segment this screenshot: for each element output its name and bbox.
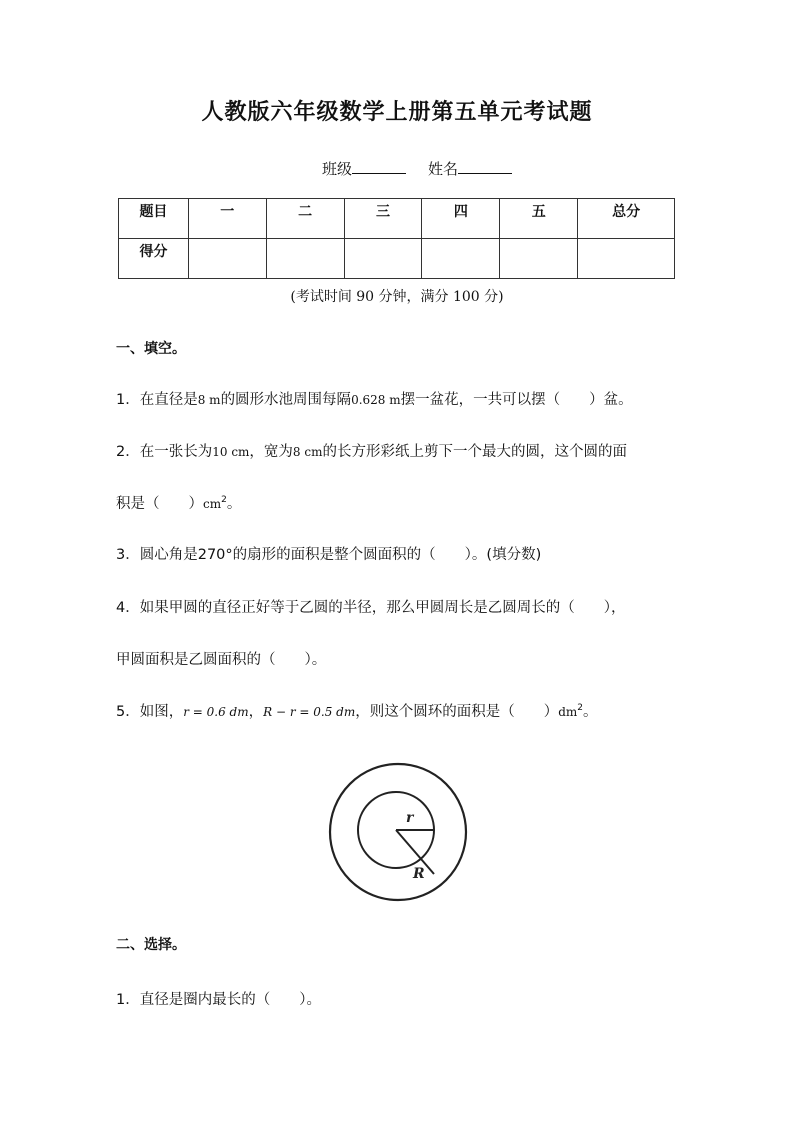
exam-note: (考试时间 90 分钟，满分 100 分)	[290, 289, 504, 305]
header-cell: 五	[500, 199, 578, 239]
question-1-4-cont: 甲圆面积是乙圆面积的（ ）。	[116, 652, 327, 668]
label-R: R	[413, 866, 425, 882]
name-blank[interactable]	[458, 159, 512, 174]
header-cell: 二	[266, 199, 344, 239]
name-label: 姓名	[428, 160, 459, 178]
score-cell[interactable]	[422, 239, 500, 279]
header-cell: 题目	[119, 199, 189, 239]
student-info	[322, 158, 512, 179]
question-2-1: 1．直径是圈内最长的（ ）。	[116, 992, 321, 1008]
header-cell: 总分	[578, 199, 675, 239]
label-r: r	[406, 810, 414, 826]
question-1-2: 2．在一张长为10 cm，宽为8 cm的长方形彩纸上剪下一个最大的圆，这个圆的面	[116, 444, 627, 460]
section-2-title: 二、选择。	[116, 937, 186, 953]
score-cell[interactable]	[578, 239, 675, 279]
score-table-score-row	[119, 239, 675, 279]
score-cell[interactable]	[266, 239, 344, 279]
header-cell: 一	[188, 199, 266, 239]
class-blank[interactable]	[352, 159, 406, 174]
question-1-5: 5．如图，r = 0.6 dm，R − r = 0.5 dm，则这个圆环的面积是（ ）$dm^2$。	[116, 703, 598, 720]
score-cell[interactable]	[500, 239, 578, 279]
question-1-3: 3．圆心角是270°的扇形的面积是整个圆面积的（ ）。(填分数)	[116, 547, 542, 563]
score-table	[118, 198, 675, 279]
header-cell: 三	[344, 199, 422, 239]
page-title: 人教版六年级数学上册第五单元考试题	[201, 99, 593, 125]
score-cell[interactable]	[188, 239, 266, 279]
score-row-label: 得分	[119, 239, 189, 279]
section-1-title: 一、填空。	[116, 341, 186, 357]
score-cell[interactable]	[344, 239, 422, 279]
question-1-2-cont: 积是（ ）$cm^2$。	[116, 495, 242, 512]
class-label: 班级	[322, 160, 353, 178]
question-1-4: 4．如果甲圆的直径正好等于乙圆的半径，那么甲圆周长是乙圆周长的（ ），	[116, 600, 626, 616]
question-1-1: 1．在直径是8 m的圆形水池周围每隔0.628 m摆一盆花，一共可以摆（ ）盆。	[116, 392, 633, 408]
score-table-header-row	[119, 199, 675, 239]
header-cell: 四	[422, 199, 500, 239]
annulus-figure	[318, 762, 478, 902]
